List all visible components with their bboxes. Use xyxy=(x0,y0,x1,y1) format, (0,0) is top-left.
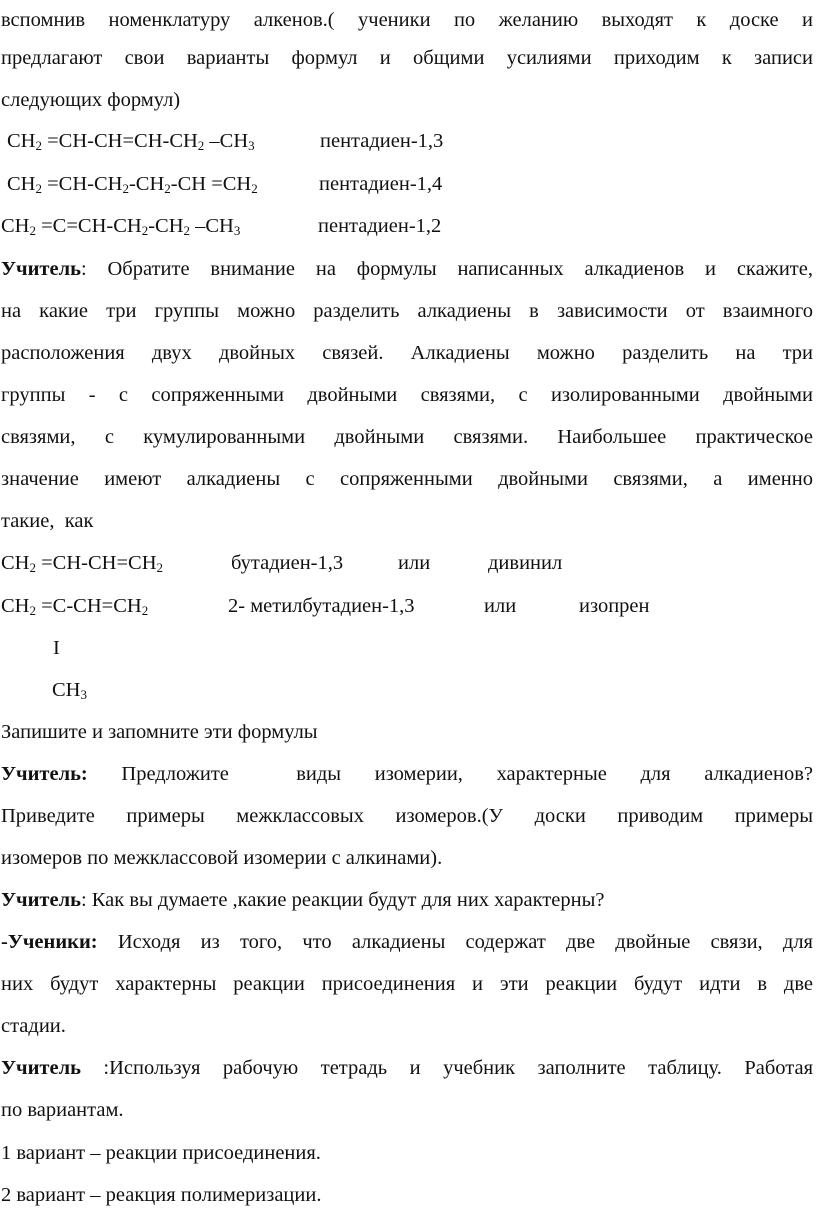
p1-line-1: Учитель: Обратите внимание на формулы написанных алкадиенов и скажите, xyxy=(1,258,813,280)
formula-alt-name: дивинил xyxy=(488,552,563,574)
p2-line: Запишите и запомните эти формулы xyxy=(1,721,318,743)
branch-bond: I xyxy=(53,637,60,659)
formula-text: $CH_2 =CH-CH=CH-CH_2$ $-CH_3$ xyxy=(7,130,255,153)
formula-alt-name: изопрен xyxy=(579,595,650,617)
formula-or: или xyxy=(484,595,517,617)
p6-line-2: по вариантам. xyxy=(1,1099,124,1121)
speaker: Учитель xyxy=(1,258,81,280)
formula-text: $CH_2 =C-CH=CH_2$ xyxy=(1,595,149,618)
p1-line-5: связями, с кумулированными двойными связями. Наибольшее практическое xyxy=(1,426,813,448)
speaker: -Ученики: xyxy=(1,931,98,953)
variant-1: 1 вариант – реакции присоединения. xyxy=(1,1142,321,1164)
formula-pentadiene-13 xyxy=(7,129,444,153)
p1-line-2: на какие три группы можно разделить алкадиены в зависимости от взаимного xyxy=(1,300,813,322)
p1-line-4: группы - с сопряженными двойными связями, с изолированными двойными xyxy=(1,384,813,406)
formula-pentadiene-14 xyxy=(7,172,443,196)
intro-line-3: следующих формул) xyxy=(1,89,181,111)
intro-line-1: вспомнив номенклатуру алкенов.( ученики по желанию выходят к доске и xyxy=(1,9,813,31)
formula-name: пентадиен-1,3 xyxy=(320,130,444,152)
p3-line-1: Учитель: Предложите виды изомерии, характерные для алкадиенов? xyxy=(1,763,813,785)
speaker: Учитель xyxy=(1,1057,81,1079)
p1-line-3: расположения двух двойных связей. Алкадиены можно разделить на три xyxy=(1,342,813,364)
formula-or: или xyxy=(398,552,431,574)
formula-pentadiene-12 xyxy=(1,214,442,238)
p5-line-1: -Ученики: Исходя из того, что алкадиены содержат две двойные связи, для xyxy=(1,931,813,953)
formula-name: пентадиен-1,2 xyxy=(318,215,442,237)
formula-name: бутадиен-1,3 xyxy=(231,552,344,574)
p4-line: Учитель: Как вы думаете ,какие реакции будут для них характерны? xyxy=(1,889,605,911)
speaker: Учитель xyxy=(1,889,81,911)
formula-text: $CH_2 =C=CH-CH_2-CH_2$ $-CH_3$ xyxy=(1,215,241,238)
formula-butadiene xyxy=(1,551,563,575)
branch-methyl: $CH_3$ xyxy=(52,679,87,702)
p6-line-1: Учитель :Используя рабочую тетрадь и учебник заполните таблицу. Работая xyxy=(1,1057,813,1079)
formula-text: $CH_2 =CH-CH=CH_2$ xyxy=(1,552,163,575)
speaker: Учитель: xyxy=(1,763,88,785)
variant-2: 2 вариант – реакция полимеризации. xyxy=(1,1184,322,1206)
formula-name: пентадиен-1,4 xyxy=(319,173,443,195)
p5-line-3: стадии. xyxy=(1,1015,66,1037)
formula-text: $CH_2 =CH-CH_2-CH_2-CH =CH_2$ xyxy=(7,173,258,196)
p5-line-2: них будут характерны реакции присоединения и эти реакции будут идти в две xyxy=(1,973,813,995)
p3-line-3: изомеров по межклассовой изомерии с алкинами). xyxy=(1,847,443,869)
formula-isoprene xyxy=(1,594,650,618)
formula-name: 2- метилбутадиен-1,3 xyxy=(228,595,415,617)
p1-line-7: такие, как xyxy=(1,510,94,532)
p3-line-2: Приведите примеры межклассовых изомеров.(У доски приводим примеры xyxy=(1,805,813,827)
intro-line-2: предлагают свои варианты формул и общими усилиями приходим к записи xyxy=(1,47,813,69)
p1-line-6: значение имеют алкадиены с сопряженными двойными связями, а именно xyxy=(1,468,813,490)
